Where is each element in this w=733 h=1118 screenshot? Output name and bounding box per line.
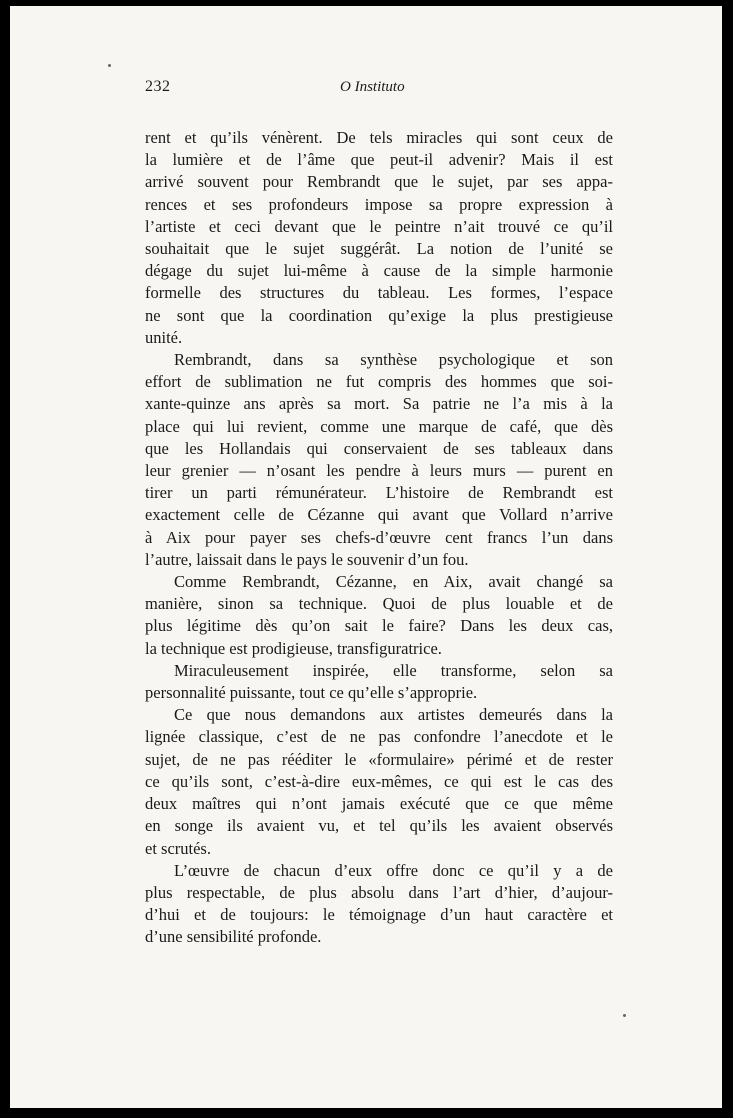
text-line: Comme Rembrandt, Cézanne, en Aix, avait changé sa	[174, 572, 613, 592]
page-number: 232	[145, 78, 171, 95]
text-line: rent et qu’ils vénèrent. De tels miracles qui sont ceux de	[145, 128, 613, 147]
text-line: effort de sublimation ne fut compris des hommes que soi-	[145, 372, 613, 392]
text-line: que les Hollandais qui conservaient de ses tableaux dans	[145, 438, 613, 458]
text-line: souhaitait que le sujet suggérât. La notion de l’unité se	[145, 239, 613, 259]
text-line: formelle des structures du tableau. Les formes, l’espace	[145, 283, 613, 303]
text-line: l’artiste et ceci devant que le peintre n’ait trouvé ce qu’il	[145, 216, 613, 236]
text-line: et scrutés.	[145, 838, 211, 858]
text-line: manière, sinon sa technique. Quoi de plus louable et de	[145, 594, 613, 614]
text-line: leur grenier — n’osant les pendre à leurs murs — purent en	[145, 461, 613, 481]
paper-speck	[108, 64, 111, 67]
text-line: d’une sensibilité profonde.	[145, 927, 322, 947]
text-line: deux maîtres qui n’ont jamais exécuté que ce que même	[145, 794, 613, 814]
paragraph	[145, 704, 613, 859]
text-line: ne sont que la coordination qu’exige la plus prestigieuse	[145, 305, 613, 325]
text-line: ce qu’ils sont, c’est-à-dire eux-mêmes, ce qui est le cas des	[145, 771, 613, 791]
text-line: sujet, de ne pas rééditer le «formulaire» périmé et de rester	[145, 749, 613, 769]
text-line: la lumière et de l’âme que peut-il advenir? Mais il est	[145, 150, 613, 170]
text-line: tirer un parti rémunérateur. L’histoire de Rembrandt est	[145, 483, 613, 503]
text-line: à Aix pour payer ses chefs-d’œuvre cent francs l’un dans	[145, 527, 613, 547]
text-line: lignée classique, c’est de ne pas confondre l’anecdote et le	[145, 727, 613, 747]
text-line: arrivé souvent pour Rembrandt que le sujet, par ses appa-	[145, 172, 613, 192]
paragraph	[145, 349, 613, 571]
paragraph	[145, 571, 613, 660]
text-line: place qui lui revient, comme une marque de café, que dès	[145, 416, 613, 436]
paragraph	[145, 860, 613, 949]
text-line: Rembrandt, dans sa synthèse psychologique et son	[174, 350, 613, 370]
paragraph	[145, 127, 613, 349]
book-page	[10, 6, 722, 1108]
text-line: la technique est prodigieuse, transfiguratrice.	[145, 638, 442, 658]
text-line: Ce que nous demandons aux artistes demeurés dans la	[174, 705, 613, 725]
running-title: O Instituto	[340, 79, 405, 95]
text-line: exactement celle de Cézanne qui avant que Vollard n’arrive	[145, 505, 613, 525]
text-line: Miraculeusement inspirée, elle transforme, selon sa	[174, 660, 613, 680]
text-line: unité.	[145, 327, 183, 347]
text-line: dégage du sujet lui-même à cause de la simple harmonie	[145, 261, 613, 281]
paper-speck	[623, 1014, 626, 1017]
text-line: L’œuvre de chacun d’eux offre donc ce qu’il y a de	[174, 860, 613, 880]
text-line: d’hui et de toujours: le témoignage d’un haut caractère et	[145, 905, 613, 925]
text-line: plus respectable, de plus absolu dans l’art d’hier, d’aujour-	[145, 882, 613, 902]
text-line: rences et ses profondeurs impose sa propre expression à	[145, 194, 613, 214]
text-line: en songe ils avaient vu, et tel qu’ils les avaient observés	[145, 816, 613, 836]
page-header	[10, 78, 722, 102]
text-line: personnalité puissante, tout ce qu’elle s’approprie.	[145, 683, 478, 703]
text-line: xante-quinze ans après sa mort. Sa patrie ne l’a mis à la	[145, 394, 613, 414]
text-line: plus légitime dès qu’on sait le faire? Dans les deux cas,	[145, 616, 613, 636]
text-line: l’autre, laissait dans le pays le souvenir d’un fou.	[145, 549, 469, 569]
paragraph	[145, 660, 613, 704]
body-text	[145, 127, 613, 949]
